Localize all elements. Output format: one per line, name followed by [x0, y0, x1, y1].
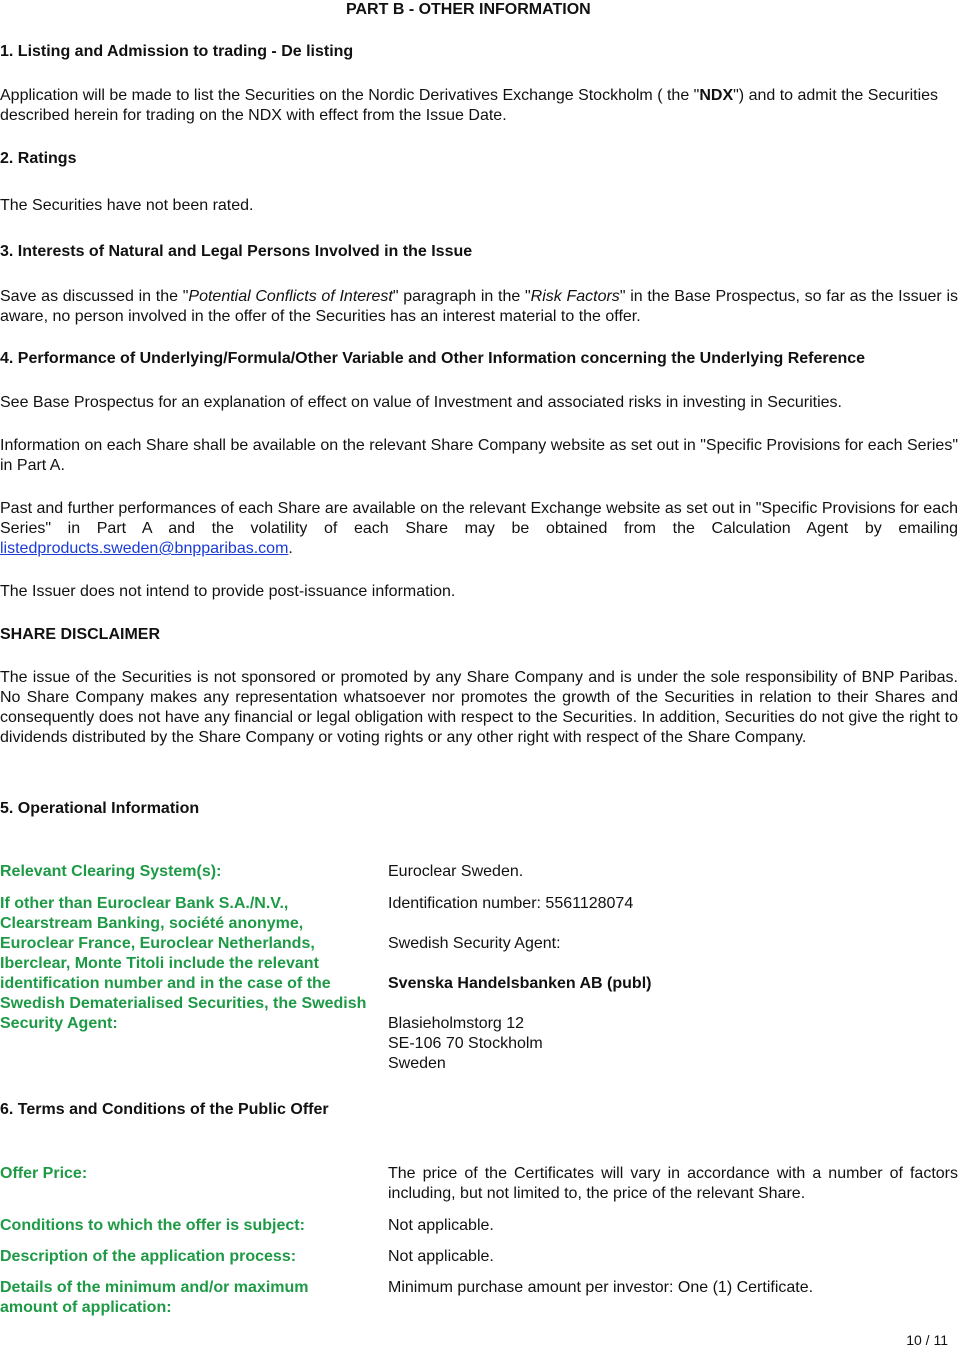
section-1-text-b: ") and to admit the Securities described herein for trading on the NDX with effect from the Issue Date.	[0, 87, 939, 124]
section-2-title: 2. Ratings	[0, 150, 77, 167]
security-agent-label: Swedish Security Agent:	[388, 935, 561, 952]
section-4-paragraph-1: See Base Prospectus for an explanation of effect on value of Investment and associated risks in investing in Securities.	[0, 394, 842, 411]
agent-address-country: Sweden	[388, 1055, 446, 1072]
section-1-paragraph	[0, 86, 958, 126]
section-4-paragraph-3	[0, 499, 958, 559]
page-number: 10 / 11	[906, 1332, 948, 1348]
section-3-text-c: " in the Base Prospectus, so far as the Issuer is aware, no person involved in the offer of the Securities has an interest material to the offer.	[0, 288, 958, 325]
section-3-text-a: Save as discussed in the "	[0, 288, 189, 305]
offer-price-value: The price of the Certificates will vary in accordance with a number of factors including, but not limited to, the price of the relevant Share.	[388, 1165, 958, 1202]
conflicts-term: Potential Conflicts of Interest	[188, 288, 393, 305]
section-1-text-a: Application will be made to list the Securities on the Nordic Derivatives Exchange Stockholm ( the "	[0, 87, 700, 104]
section-4-paragraph-2: Information on each Share shall be available on the relevant Share Company website as set out in "Specific Provisions for each Series" in Part A.	[0, 437, 958, 474]
offer-conditions-value: Not applicable.	[388, 1217, 494, 1234]
section-4-text-b: .	[288, 540, 293, 557]
security-agent-name: Svenska Handelsbanken AB (publ)	[388, 975, 652, 992]
identification-number: Identification number: 5561128074	[388, 895, 634, 912]
agent-address-street: Blasieholmstorg 12	[388, 1015, 525, 1032]
application-amount-value: Minimum purchase amount per investor: One (1) Certificate.	[388, 1279, 814, 1296]
offer-conditions-label: Conditions to which the offer is subject:	[0, 1217, 305, 1234]
section-4-paragraph-4: The Issuer does not intend to provide post-issuance information.	[0, 583, 456, 600]
share-disclaimer-title: SHARE DISCLAIMER	[0, 626, 161, 643]
section-1-title: 1. Listing and Admission to trading - De listing	[0, 43, 354, 60]
part-title: PART B - OTHER INFORMATION	[346, 1, 591, 18]
section-3-title: 3. Interests of Natural and Legal Persons Involved in the Issue	[0, 243, 473, 260]
section-5-title: 5. Operational Information	[0, 800, 200, 817]
section-2-body: The Securities have not been rated.	[0, 197, 254, 214]
ndx-term: NDX	[699, 87, 734, 104]
agent-address-city: SE-106 70 Stockholm	[388, 1035, 543, 1052]
section-3-text-b: " paragraph in the "	[392, 288, 531, 305]
offer-price-label: Offer Price:	[0, 1165, 88, 1182]
email-link[interactable]: listedproducts.sweden@bnpparibas.com	[0, 540, 289, 557]
clearing-system-value: Euroclear Sweden.	[388, 863, 524, 880]
application-amount-label: Details of the minimum and/or maximum amount of application:	[0, 1279, 309, 1316]
clearing-system-label: Relevant Clearing System(s):	[0, 863, 222, 880]
other-clearing-label: If other than Euroclear Bank S.A./N.V., Clearstream Banking, société anonyme, Euroclear France, Euroclear Netherlands, Iberclear, Monte Titoli include the relevant identification number and in the case of the Swedish Dematerialised Securities, the Swedish Security Agent:	[0, 895, 367, 1032]
section-4-title: 4. Performance of Underlying/Formula/Other Variable and Other Information concerning the Underlying Reference	[0, 350, 866, 367]
section-6-title: 6. Terms and Conditions of the Public Offer	[0, 1101, 329, 1118]
share-disclaimer-body: The issue of the Securities is not sponsored or promoted by any Share Company and is under the sole responsibility of BNP Paribas. No Share Company makes any representation whatsoever nor promotes the growth of the Securities in relation to their Shares and consequently does not have any financial or legal obligation with respect to the Securities. In addition, Securities do not give the right to dividends distributed by the Share Company or voting rights or any other right with respect of the Share Company.	[0, 669, 958, 746]
section-3-paragraph	[0, 287, 958, 327]
risk-factors-term: Risk Factors	[530, 288, 620, 305]
application-process-label: Description of the application process:	[0, 1248, 297, 1265]
section-4-text-a: Past and further performances of each Share are available on the relevant Exchange website as set out in "Specific Provisions for each Series" in Part A and the volatility of each Share may be obtained from the Calculation Agent by emailing	[0, 500, 958, 537]
application-process-value: Not applicable.	[388, 1248, 494, 1265]
